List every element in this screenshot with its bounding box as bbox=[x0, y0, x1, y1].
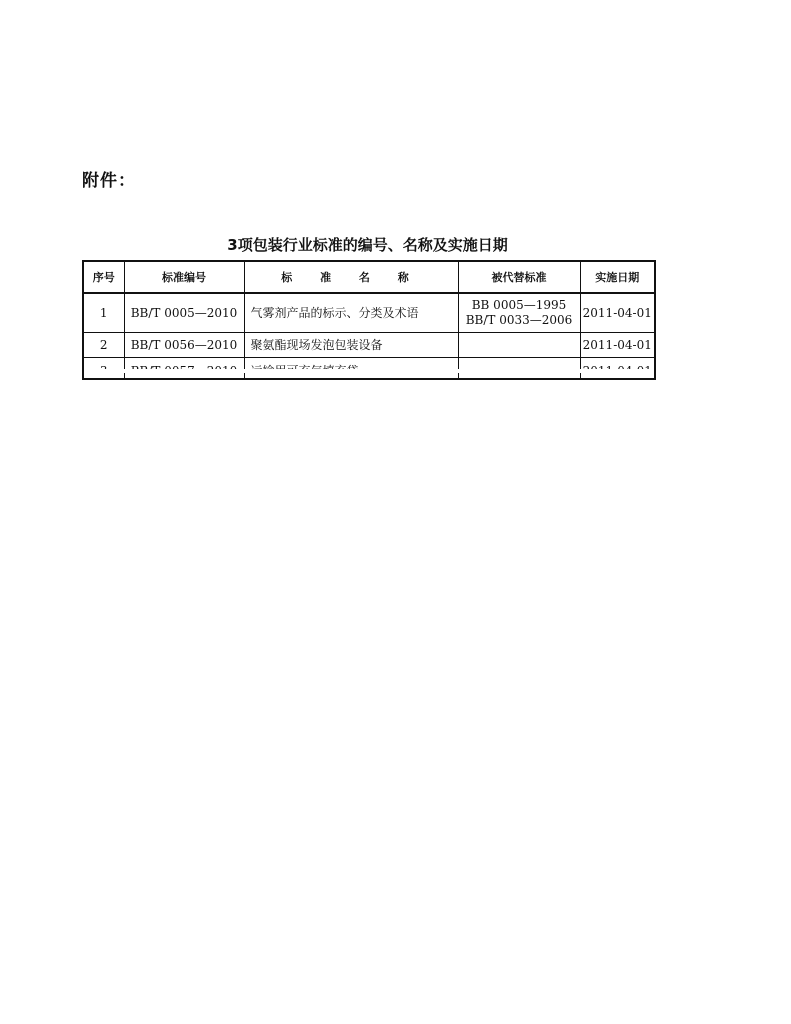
header-serial: 序号 bbox=[83, 261, 124, 293]
header-standard-name: 标 准 名 称 bbox=[244, 261, 458, 293]
table-header-row bbox=[83, 261, 655, 293]
replaced-standard-2: BB/T 0033—2006 bbox=[465, 313, 573, 327]
standards-table bbox=[82, 260, 656, 380]
header-replaced-standard: 被代替标准 bbox=[458, 261, 580, 293]
cell-effective-date: 2011-04-01 bbox=[580, 293, 655, 333]
cell-serial: 1 bbox=[83, 293, 124, 333]
header-standard-code: 标准编号 bbox=[124, 261, 244, 293]
scan-gap bbox=[84, 369, 652, 373]
table-row bbox=[83, 293, 655, 333]
cell-replaced-standard bbox=[458, 333, 580, 358]
replaced-standard-1: BB 0005—1995 bbox=[471, 298, 567, 312]
cell-serial: 2 bbox=[83, 333, 124, 358]
cell-standard-name: 气雾剂产品的标示、分类及术语 bbox=[244, 293, 458, 333]
table-row bbox=[83, 333, 655, 358]
cell-replaced-standard bbox=[458, 293, 580, 333]
header-effective-date: 实施日期 bbox=[580, 261, 655, 293]
cell-standard-name: 聚氨酯现场发泡包装设备 bbox=[244, 333, 458, 358]
cell-standard-code: BB/T 0005—2010 bbox=[124, 293, 244, 333]
cell-standard-code: BB/T 0056—2010 bbox=[124, 333, 244, 358]
cell-effective-date: 2011-04-01 bbox=[580, 333, 655, 358]
attachment-label: 附件： bbox=[82, 171, 136, 191]
document-title: 3项包装行业标准的编号、名称及实施日期 bbox=[227, 236, 508, 254]
